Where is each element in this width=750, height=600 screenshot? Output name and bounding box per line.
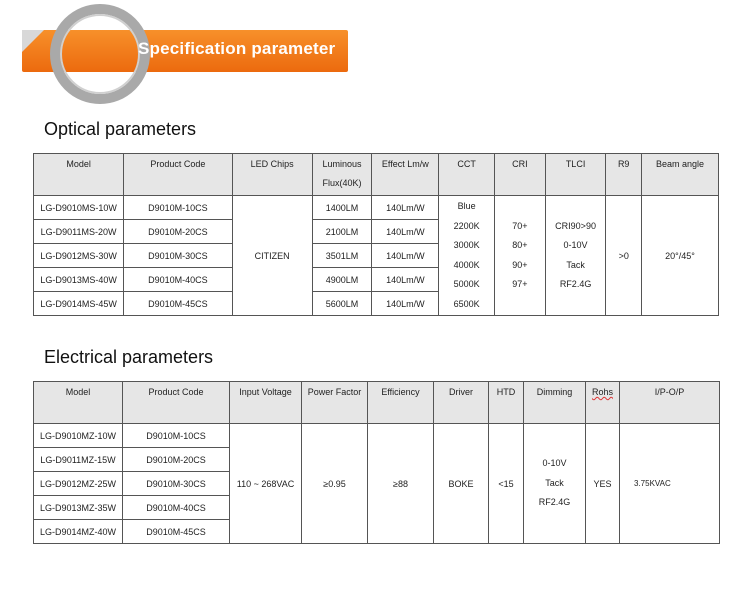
model-cell: LG-D9011MZ-15W	[34, 448, 123, 472]
product-code-cell: D9010M-10CS	[123, 424, 230, 448]
product-code-cell: D9010M-30CS	[123, 472, 230, 496]
optical-header-effect: Effect Lm/w	[372, 154, 439, 196]
effect-cell: 140Lm/W	[372, 292, 439, 316]
electrical-header-input-voltage: Input Voltage	[230, 382, 302, 424]
tlci-value: 0-10V	[563, 240, 588, 250]
table-row	[34, 424, 720, 448]
electrical-parameters-table	[33, 381, 720, 544]
optical-header-model: Model	[34, 154, 124, 196]
cct-cell	[439, 196, 495, 316]
optical-header-product-code: Product Code	[124, 154, 232, 196]
flux-cell: 4900LM	[312, 268, 372, 292]
cct-value: 3000K	[453, 240, 480, 250]
input-voltage-cell: 110 ~ 268VAC	[230, 424, 302, 544]
model-cell: LG-D9012MS-30W	[34, 244, 124, 268]
electrical-header-ip-op: I/P-O/P	[620, 382, 720, 424]
model-cell: LG-D9010MZ-10W	[34, 424, 123, 448]
optical-header-luminous-flux: Luminous Flux(40K)	[312, 154, 372, 196]
optical-header-r9: R9	[606, 154, 641, 196]
r9-cell: >0	[606, 196, 641, 316]
effect-cell: 140Lm/W	[372, 268, 439, 292]
product-code-cell: D9010M-40CS	[124, 268, 232, 292]
banner-title: Specification parameter	[138, 39, 336, 58]
cri-value: 97+	[512, 279, 528, 289]
cri-cell	[495, 196, 546, 316]
product-code-cell: D9010M-20CS	[124, 220, 232, 244]
section-banner	[22, 26, 352, 76]
model-cell: LG-D9013MS-40W	[34, 268, 124, 292]
dimming-value: 0-10V	[542, 458, 567, 469]
optical-header-tlci: TLCI	[545, 154, 606, 196]
optical-section-title: Optical parameters	[44, 119, 197, 139]
electrical-header-model: Model	[34, 382, 123, 424]
power-factor-cell: ≥0.95	[302, 424, 368, 544]
rohs-cell: YES	[586, 424, 620, 544]
efficiency-cell: ≥88	[368, 424, 434, 544]
dimming-value: Tack	[545, 477, 564, 488]
model-cell: LG-D9014MZ-40W	[34, 520, 123, 544]
product-code-cell: D9010M-20CS	[123, 448, 230, 472]
electrical-header-rohs: Rohs	[586, 382, 620, 424]
cri-value: 70+	[512, 220, 528, 231]
tlci-value: CRI90>90	[555, 220, 596, 231]
electrical-header-product-code: Product Code	[123, 382, 230, 424]
optical-header-led-chips: LED Chips	[232, 154, 312, 196]
cct-value: 4000K	[453, 259, 480, 270]
htd-cell: <15	[489, 424, 524, 544]
flux-cell: 1400LM	[312, 196, 372, 220]
optical-header-cct: CCT	[439, 154, 495, 196]
flux-cell: 3501LM	[312, 244, 372, 268]
model-cell: LG-D9012MZ-25W	[34, 472, 123, 496]
optical-parameters-table	[33, 153, 719, 316]
dimming-cell	[524, 424, 586, 544]
cct-value: 2200K	[453, 220, 480, 231]
product-code-cell: D9010M-40CS	[123, 496, 230, 520]
model-cell: LG-D9011MS-20W	[34, 220, 124, 244]
cri-value: 80+	[512, 240, 528, 250]
product-code-cell: D9010M-10CS	[124, 196, 232, 220]
electrical-header-driver: Driver	[434, 382, 489, 424]
electrical-header-efficiency: Efficiency	[368, 382, 434, 424]
optical-header-beam-angle: Beam angle	[641, 154, 718, 196]
optical-header-cri: CRI	[495, 154, 546, 196]
product-code-cell: D9010M-30CS	[124, 244, 232, 268]
product-code-cell: D9010M-45CS	[123, 520, 230, 544]
model-cell: LG-D9013MZ-35W	[34, 496, 123, 520]
flux-cell: 2100LM	[312, 220, 372, 244]
cct-value: Blue	[457, 201, 476, 211]
model-cell: LG-D9010MS-10W	[34, 196, 124, 220]
effect-cell: 140Lm/W	[372, 244, 439, 268]
electrical-section-title: Electrical parameters	[44, 347, 214, 367]
ip-op-cell: 3.75KVAC	[620, 424, 720, 544]
banner-ring-inner-decoration	[60, 14, 140, 94]
tlci-cell	[545, 196, 606, 316]
cct-value: 6500K	[453, 298, 480, 309]
cct-value: 5000K	[453, 279, 480, 289]
effect-cell: 140Lm/W	[372, 220, 439, 244]
driver-cell: BOKE	[434, 424, 489, 544]
flux-cell: 5600LM	[312, 292, 372, 316]
banner-fold-corner	[22, 30, 44, 52]
electrical-header-dimming: Dimming	[524, 382, 586, 424]
electrical-header-power-factor: Power Factor	[302, 382, 368, 424]
tlci-value: RF2.4G	[559, 279, 592, 289]
effect-cell: 140Lm/W	[372, 196, 439, 220]
table-row	[34, 196, 719, 220]
dimming-value: RF2.4G	[538, 497, 571, 508]
model-cell: LG-D9014MS-45W	[34, 292, 124, 316]
led-chips-cell: CITIZEN	[232, 196, 312, 316]
electrical-header-htd: HTD	[489, 382, 524, 424]
tlci-value: Tack	[566, 259, 585, 270]
product-code-cell: D9010M-45CS	[124, 292, 232, 316]
cri-value: 90+	[512, 259, 528, 270]
beam-angle-cell: 20°/45°	[641, 196, 718, 316]
